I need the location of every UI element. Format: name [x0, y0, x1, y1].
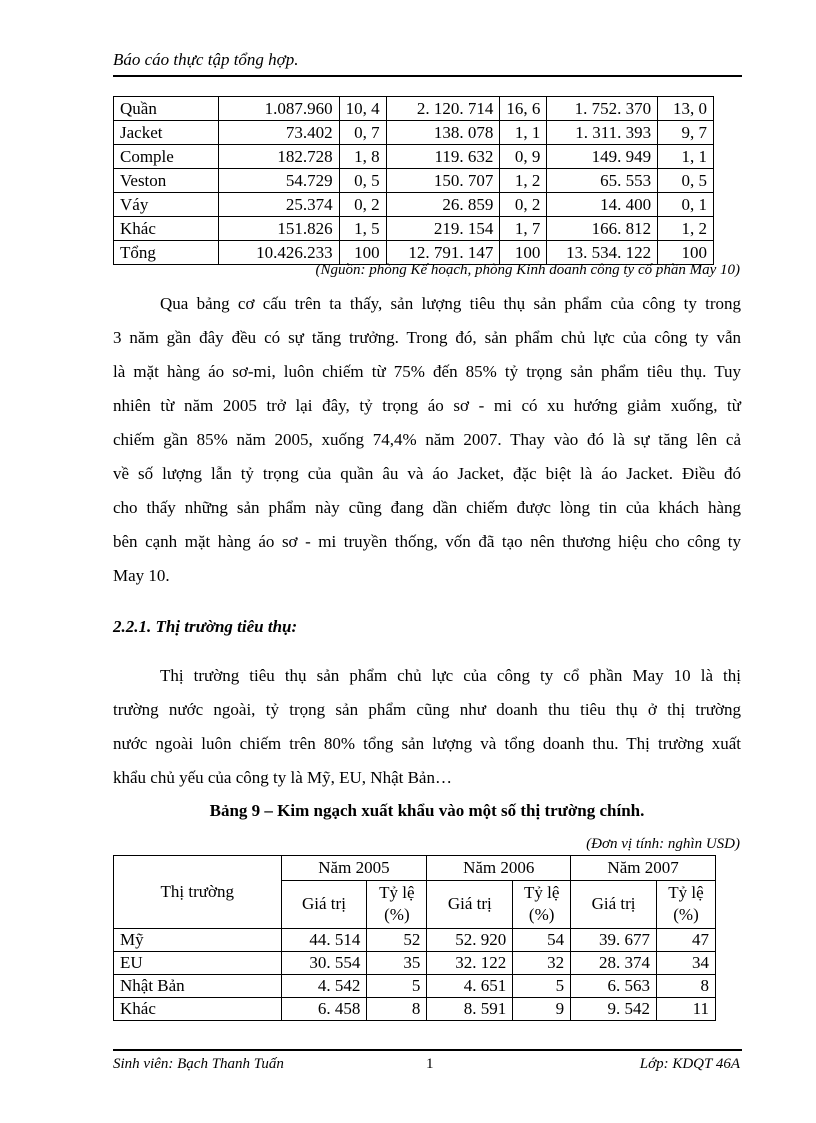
table-cell: 52. 920 [427, 929, 513, 952]
text-line: khẩu chủ yếu của công ty là Mỹ, EU, Nhật Bản… [113, 768, 452, 787]
table-cell: 25.374 [219, 193, 339, 217]
table-row [114, 97, 714, 121]
value-header: Giá trị [571, 880, 657, 928]
table-cell: 54 [513, 929, 571, 952]
table-cell: 52 [367, 929, 427, 952]
table-cell: 65. 553 [547, 169, 658, 193]
value-header: Giá trị [281, 880, 367, 928]
table-caption: Bảng 9 – Kim ngạch xuất khẩu vào một số thị trường chính. [209, 801, 645, 820]
text-line: bên cạnh mặt hàng áo sơ - mi truyền thống, vốn đã tạo nên thương hiệu cho công ty [113, 532, 741, 551]
ratio-header-unit: (%) [673, 905, 699, 925]
footer-divider [113, 1049, 742, 1051]
table-cell: 9 [513, 998, 571, 1021]
table-cell: 100 [658, 241, 714, 265]
row-label: Mỹ [114, 929, 282, 952]
table-cell: 35 [367, 952, 427, 975]
ratio-header-unit: (%) [384, 905, 410, 925]
table-row [114, 998, 716, 1021]
text-line: May 10. [113, 566, 170, 585]
table-cell: 150. 707 [386, 169, 500, 193]
ratio-header-label: Tỷ lệ [668, 883, 704, 903]
row-label: EU [114, 952, 282, 975]
table-cell: 32 [513, 952, 571, 975]
table-row [114, 145, 714, 169]
text-line: 3 năm gần đây đều có sự tăng trưởng. Trong đó, sản phẩm chủ lực của công ty vẫn [113, 328, 741, 347]
year-header: Năm 2005 [281, 856, 427, 881]
table-cell: 219. 154 [386, 217, 500, 241]
table-cell: 30. 554 [281, 952, 367, 975]
source-note: (Nguồn: phòng Kế hoạch, phòng Kinh doanh công ty cổ phần May 10) [315, 262, 740, 278]
table-cell: 13. 534. 122 [547, 241, 658, 265]
table-cell: 4. 542 [281, 975, 367, 998]
table-cell: 10, 4 [339, 97, 386, 121]
year-header: Năm 2007 [571, 856, 716, 881]
table-cell: 9, 7 [658, 121, 714, 145]
table-cell: 5 [367, 975, 427, 998]
table-row [114, 193, 714, 217]
row-label: Jacket [114, 121, 219, 145]
table-cell: 1. 752. 370 [547, 97, 658, 121]
table-cell: 28. 374 [571, 952, 657, 975]
text-line: là mặt hàng áo sơ-mi, luôn chiếm từ 75% đến 85% tỷ trọng sản phẩm tiêu thụ. Tuy [113, 362, 741, 381]
table-cell: 1, 1 [658, 145, 714, 169]
table-cell: 6. 563 [571, 975, 657, 998]
table-cell: 100 [339, 241, 386, 265]
table-cell: 182.728 [219, 145, 339, 169]
table-cell: 0, 2 [500, 193, 547, 217]
ratio-header [367, 880, 427, 928]
table-cell: 9. 542 [571, 998, 657, 1021]
table-cell: 8 [657, 975, 716, 998]
row-label: Khác [114, 217, 219, 241]
table-cell: 16, 6 [500, 97, 547, 121]
table-cell: 14. 400 [547, 193, 658, 217]
table-cell: 34 [657, 952, 716, 975]
table-cell: 0, 5 [658, 169, 714, 193]
text-line: cho thấy những sản phẩm này cũng đang dần chiếm được lòng tin của khách hàng [113, 498, 741, 517]
table-cell: 1. 311. 393 [547, 121, 658, 145]
table-cell: 1, 5 [339, 217, 386, 241]
row-label: Quần [114, 97, 219, 121]
table-cell: 151.826 [219, 217, 339, 241]
row-label: Comple [114, 145, 219, 169]
text-line: nước ngoài luôn chiếm trên 80% tổng sản lượng và tổng doanh thu. Thị trường xuất [113, 734, 741, 753]
table-cell: 1, 8 [339, 145, 386, 169]
table-cell: 0, 5 [339, 169, 386, 193]
table-cell: 166. 812 [547, 217, 658, 241]
ratio-header-unit: (%) [528, 905, 555, 925]
table-cell: 12. 791. 147 [386, 241, 500, 265]
table-cell: 5 [513, 975, 571, 998]
text-line: về số lượng lẫn tỷ trọng của quần âu và áo Jacket, đặc biệt là áo Jacket. Điều đó [113, 464, 741, 483]
text-line: nhiên từ năm 2005 trở lại đây, tỷ trọng áo sơ - mi có xu hướng giảm xuống, từ [113, 396, 741, 415]
table-cell: 11 [657, 998, 716, 1021]
row-label: Khác [114, 998, 282, 1021]
product-output-table [113, 96, 714, 265]
text-line: Qua bảng cơ cấu trên ta thấy, sản lượng tiêu thụ sản phẩm của công ty trong [160, 294, 741, 313]
row-label: Tổng [114, 241, 219, 265]
table-cell: 1, 7 [500, 217, 547, 241]
text-line: trường nước ngoài, tỷ trọng sản phẩm cũng như doanh thu tiêu thụ ở thị trường [113, 700, 741, 719]
table-cell: 47 [657, 929, 716, 952]
table-cell: 0, 2 [339, 193, 386, 217]
text-line: Thị trường tiêu thụ sản phẩm chủ lực của công ty cổ phần May 10 là thị [160, 666, 741, 685]
page-header-title: Báo cáo thực tập tổng hợp. [113, 50, 299, 69]
table-cell: 119. 632 [386, 145, 500, 169]
year-header: Năm 2006 [427, 856, 571, 881]
table-cell: 1, 2 [500, 169, 547, 193]
table-row [114, 975, 716, 998]
page-number: 1 [426, 1056, 434, 1072]
table-cell: 138. 078 [386, 121, 500, 145]
section-heading: 2.2.1. Thị trường tiêu thụ: [113, 617, 298, 636]
header-divider [113, 75, 742, 77]
row-label: Veston [114, 169, 219, 193]
table-cell: 54.729 [219, 169, 339, 193]
row-label: Váy [114, 193, 219, 217]
table-cell: 0, 9 [500, 145, 547, 169]
table-cell: 1.087.960 [219, 97, 339, 121]
table-cell: 0, 1 [658, 193, 714, 217]
table-row [114, 929, 716, 952]
table-cell: 1, 1 [500, 121, 547, 145]
table-row [114, 217, 714, 241]
market-header: Thị trường [114, 856, 282, 929]
table-cell: 44. 514 [281, 929, 367, 952]
table-row [114, 121, 714, 145]
table-cell: 39. 677 [571, 929, 657, 952]
table-cell: 0, 7 [339, 121, 386, 145]
table-cell: 6. 458 [281, 998, 367, 1021]
row-label: Nhật Bản [114, 975, 282, 998]
paragraph-market [113, 659, 741, 795]
table-cell: 1, 2 [658, 217, 714, 241]
paragraph-structure-analysis [113, 287, 741, 593]
table-row [114, 169, 714, 193]
table-cell: 8 [367, 998, 427, 1021]
table-cell: 8. 591 [427, 998, 513, 1021]
table-cell: 32. 122 [427, 952, 513, 975]
table-row [114, 241, 714, 265]
table-cell: 149. 949 [547, 145, 658, 169]
value-header: Giá trị [427, 880, 513, 928]
table-cell: 10.426.233 [219, 241, 339, 265]
ratio-header [657, 880, 716, 928]
table-cell: 4. 651 [427, 975, 513, 998]
footer-class: Lớp: KDQT 46A [639, 1056, 740, 1072]
ratio-header-label: Tỷ lệ [379, 883, 415, 903]
table-cell: 2. 120. 714 [386, 97, 500, 121]
table-cell: 100 [500, 241, 547, 265]
table-unit-note: (Đơn vị tính: nghìn USD) [586, 836, 740, 852]
text-line: chiếm gần 85% năm 2005, xuống 74,4% năm 2007. Thay vào đó là sự tăng lên cả [113, 430, 741, 449]
table-cell: 26. 859 [386, 193, 500, 217]
ratio-header [513, 880, 571, 928]
ratio-header-label: Tỷ lệ [523, 883, 560, 903]
export-turnover-table [113, 855, 716, 1021]
table-cell: 73.402 [219, 121, 339, 145]
table-cell: 13, 0 [658, 97, 714, 121]
footer-student: Sinh viên: Bạch Thanh Tuấn [113, 1056, 284, 1072]
table-row [114, 952, 716, 975]
